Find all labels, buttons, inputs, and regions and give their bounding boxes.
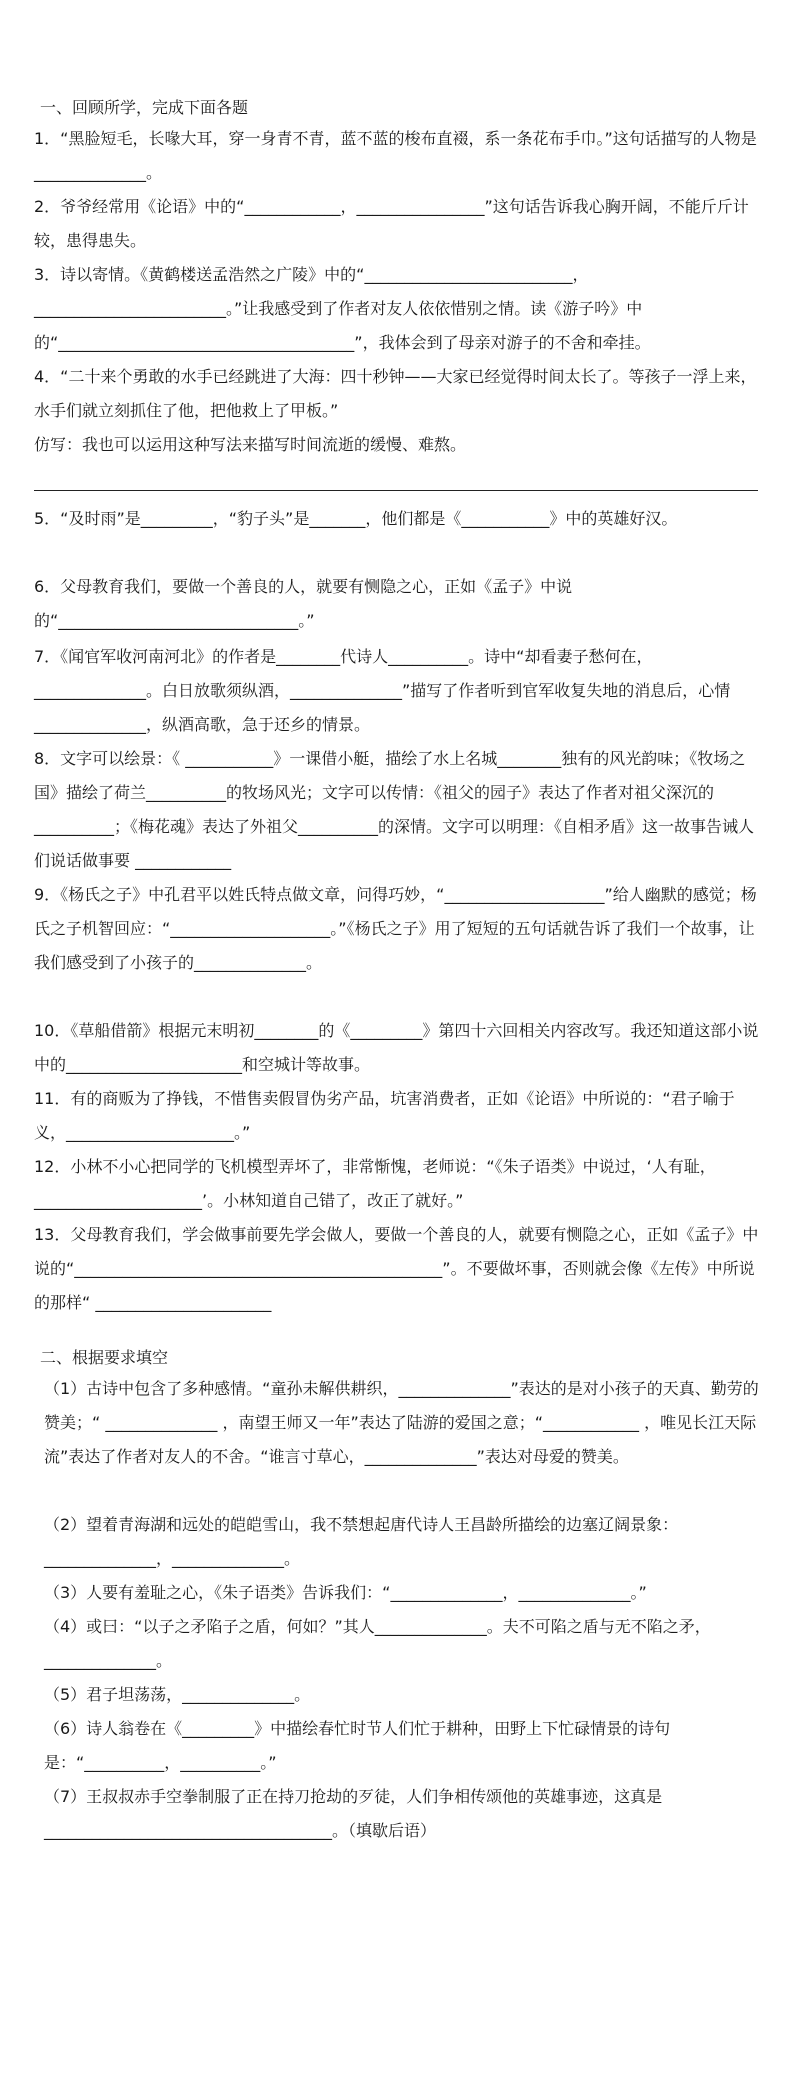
question-11: 11．有的商贩为了挣钱，不惜售卖假冒伪劣产品，坑害消费者，正如《论语》中所说的：“君子喻于义，_____________________。”: [34, 1089, 735, 1142]
question-6: 6．父母教育我们，要做一个善良的人，就要有恻隐之心，正如《孟子》中说的“______________________________。”: [34, 577, 573, 630]
fill-item-4: （4）或曰：“以子之矛陷子之盾，何如？”其人______________。夫不可陷之盾与无不陷之矛，______________。: [44, 1617, 711, 1670]
question-7: 7．《闻官军收河南河北》的作者是________代诗人__________。诗中“却看妻子愁何在，______________。白日放歌须纵酒，______________”描写了作者听到官军收复失地的消息后，心情______________，纵酒高歌，急于还乡的情景。: [34, 647, 731, 734]
answer-line: [34, 490, 758, 491]
section-1-title: 一、回顾所学，完成下面各题: [40, 98, 249, 117]
fill-item-5: （5）君子坦荡荡，______________。: [44, 1685, 311, 1704]
question-8: 8．文字可以绘景：《 ___________》一课借小艇，描绘了水上名城________独有的风光韵味；《牧场之国》描绘了荷兰__________的牧场风光；文字可以传情：《祖父的园子》表达了作者对祖父深沉的__________；《梅花魂》表达了外祖父__________的深情。文字可以明理：《自相矛盾》这一故事告诫人们说话做事要 ____________: [34, 749, 755, 870]
question-2: 2．爷爷经常用《论语》中的“____________，________________”这句话告诉我心胸开阔，不能斤斤计较，患得患失。: [34, 197, 749, 250]
question-10: 10．《草船借箭》根据元末明初________的《_________》第四十六回相关内容改写。我还知道这部小说中的______________________和空城计等故事。: [34, 1021, 759, 1074]
question-9: 9．《杨氏之子》中孔君平以姓氏特点做文章，问得巧妙，“____________________”给人幽默的感觉；杨氏之子机智回应：“____________________。”《杨氏之子》用了短短的五句话就告诉了我们一个故事，让我们感受到了小孩子的______________。: [34, 885, 757, 972]
question-4-imitation-prompt: 仿写：我也可以运用这种写法来描写时间流逝的缓慢、难熬。: [34, 435, 467, 454]
question-13: 13．父母教育我们，学会做事前要先学会做人，要做一个善良的人，就要有恻隐之心，正如《孟子》中说的“______________________________________________”。不要做坏事，否则就会像《左传》中所说的那样“ ______________________: [34, 1225, 759, 1312]
fill-item-7: （7）王叔叔赤手空拳制服了正在持刀抢劫的歹徒，人们争相传颂他的英雄事迹，这真是____________________________________。（填歇后语）: [44, 1787, 663, 1840]
question-12: 12．小林不小心把同学的飞机模型弄坏了，非常惭愧，老师说：“《朱子语类》中说过，‘人有耻，_____________________’。小林知道自己错了，改正了就好。”: [34, 1157, 716, 1210]
question-1: 1．“黑脸短毛，长喙大耳，穿一身青不青，蓝不蓝的梭布直裰，系一条花布手巾。”这句话描写的人物是______________。: [34, 129, 757, 182]
fill-item-6: （6）诗人翁卷在《_________》中描绘春忙时节人们忙于耕种，田野上下忙碌情景的诗句是：“__________，__________。”: [44, 1719, 671, 1772]
fill-item-3: （3）人要有羞耻之心，《朱子语类》告诉我们：“______________，______________。”: [44, 1583, 647, 1602]
fill-item-2: （2）望着青海湖和远处的皑皑雪山，我不禁想起唐代诗人王昌龄所描绘的边塞辽阔景象：______________，______________。: [44, 1515, 679, 1568]
question-5: 5．“及时雨”是_________，“豹子头”是_______，他们都是《___________》中的英雄好汉。: [34, 509, 678, 528]
question-3: 3．诗以寄情。《黄鹤楼送孟浩然之广陵》中的“__________________________，________________________。”让我感受到了作者对友人依依惜别之情。读《游子吟》中的“_____________________________________”，我体会到了母亲对游子的不舍和牵挂。: [34, 265, 651, 352]
section-2-title: 二、根据要求填空: [40, 1348, 169, 1367]
question-4: 4．“二十来个勇敢的水手已经跳进了大海：四十秒钟——大家已经觉得时间太长了。等孩子一浮上来，水手们就立刻抓住了他，把他救上了甲板。”: [34, 367, 757, 420]
fill-item-1: （1）古诗中包含了多种感情。“童孙未解供耕织，______________”表达的是对小孩子的天真、勤劳的赞美；“ ______________ ，南望王师又一年”表达了陆游的爱国之意；“____________ ，唯见长江天际流”表达了作者对友人的不舍。“谁言寸草心，______________”表达对母爱的赞美。: [44, 1379, 759, 1466]
